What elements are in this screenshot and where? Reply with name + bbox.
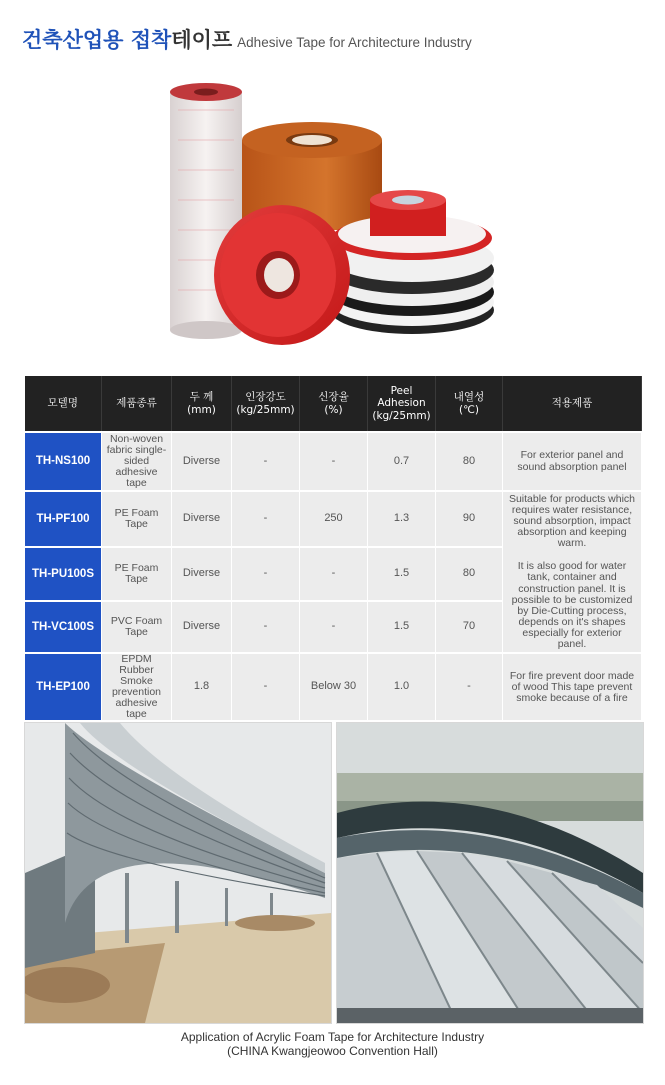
cell-heat: - [436,653,503,721]
cell-tensile: - [232,653,300,721]
cell-application-ns100: For exterior panel and sound absorption panel [503,432,642,491]
cell-thickness: Diverse [172,547,232,601]
cell-tensile: - [232,547,300,601]
cell-heat: 80 [436,547,503,601]
cell-thickness: Diverse [172,491,232,547]
cell-thickness: Diverse [172,601,232,653]
cell-kind: EPDM Rubber Smoke prevention adhesive tape [102,653,172,721]
cell-model: TH-EP100 [25,653,102,721]
spec-table [24,376,642,721]
title-english: Adhesive Tape for Architecture Industry [237,35,472,50]
cell-elongation: 250 [300,491,368,547]
cell-kind: Non-woven fabric single-sided adhesive tape [102,432,172,491]
table-header-row [25,376,642,432]
cell-heat: 80 [436,432,503,491]
cell-model: TH-VC100S [25,601,102,653]
cell-peel: 1.5 [368,547,436,601]
building-facade-photo [24,722,332,1024]
header-application: 적용제품 [503,376,642,432]
table-row [25,432,642,491]
cell-peel: 1.5 [368,601,436,653]
caption-line-2: (CHINA Kwangjeowoo Convention Hall) [227,1044,438,1058]
cell-elongation: - [300,547,368,601]
cell-elongation: Below 30 [300,653,368,721]
title-korean-blue: 건축산업용 접착 [22,28,172,52]
roof-panels-photo [336,722,644,1024]
header-kind: 제품종류 [102,376,172,432]
header-model: 모델명 [25,376,102,432]
cell-heat: 90 [436,491,503,547]
header-tensile: 인장강도 (kg/25mm) [232,376,300,432]
header-thickness: 두 께 (mm) [172,376,232,432]
cell-thickness: Diverse [172,432,232,491]
cell-application-ep100: For fire prevent door made of wood This tape prevent smoke because of a fire [503,653,642,721]
cell-peel: 0.7 [368,432,436,491]
cell-model: TH-NS100 [25,432,102,491]
cell-elongation: - [300,601,368,653]
cell-kind: PVC Foam Tape [102,601,172,653]
cell-peel: 1.3 [368,491,436,547]
table-row [25,491,642,547]
cell-model: TH-PF100 [25,491,102,547]
table-row [25,653,642,721]
cell-elongation: - [300,432,368,491]
tape-rolls-image [150,70,510,360]
application-text-a: Suitable for products which requires water resistance, sound absorption, impact absorption and keeping warm. [508,493,636,550]
page-title [22,24,472,54]
cell-model: TH-PU100S [25,547,102,601]
cell-tensile: - [232,491,300,547]
title-korean-dark: 테이프 [171,28,233,52]
cell-tensile: - [232,432,300,491]
cell-thickness: 1.8 [172,653,232,721]
header-elongation: 신장율 (%) [300,376,368,432]
header-heat: 내열성 (℃) [436,376,503,432]
application-text-b: It is also good for water tank, container and construction panel. It is possible to be customized by Die-Cutting process, depends on it's shapes especially for exterior panel. [511,560,633,650]
cell-kind: PE Foam Tape [102,491,172,547]
caption-line-1: Application of Acrylic Foam Tape for Architecture Industry [180,1030,485,1044]
cell-peel: 1.0 [368,653,436,721]
cell-tensile: - [232,601,300,653]
cell-application-group [503,491,642,653]
header-peel: Peel Adhesion (kg/25mm) [368,376,436,432]
cell-heat: 70 [436,601,503,653]
cell-kind: PE Foam Tape [102,547,172,601]
